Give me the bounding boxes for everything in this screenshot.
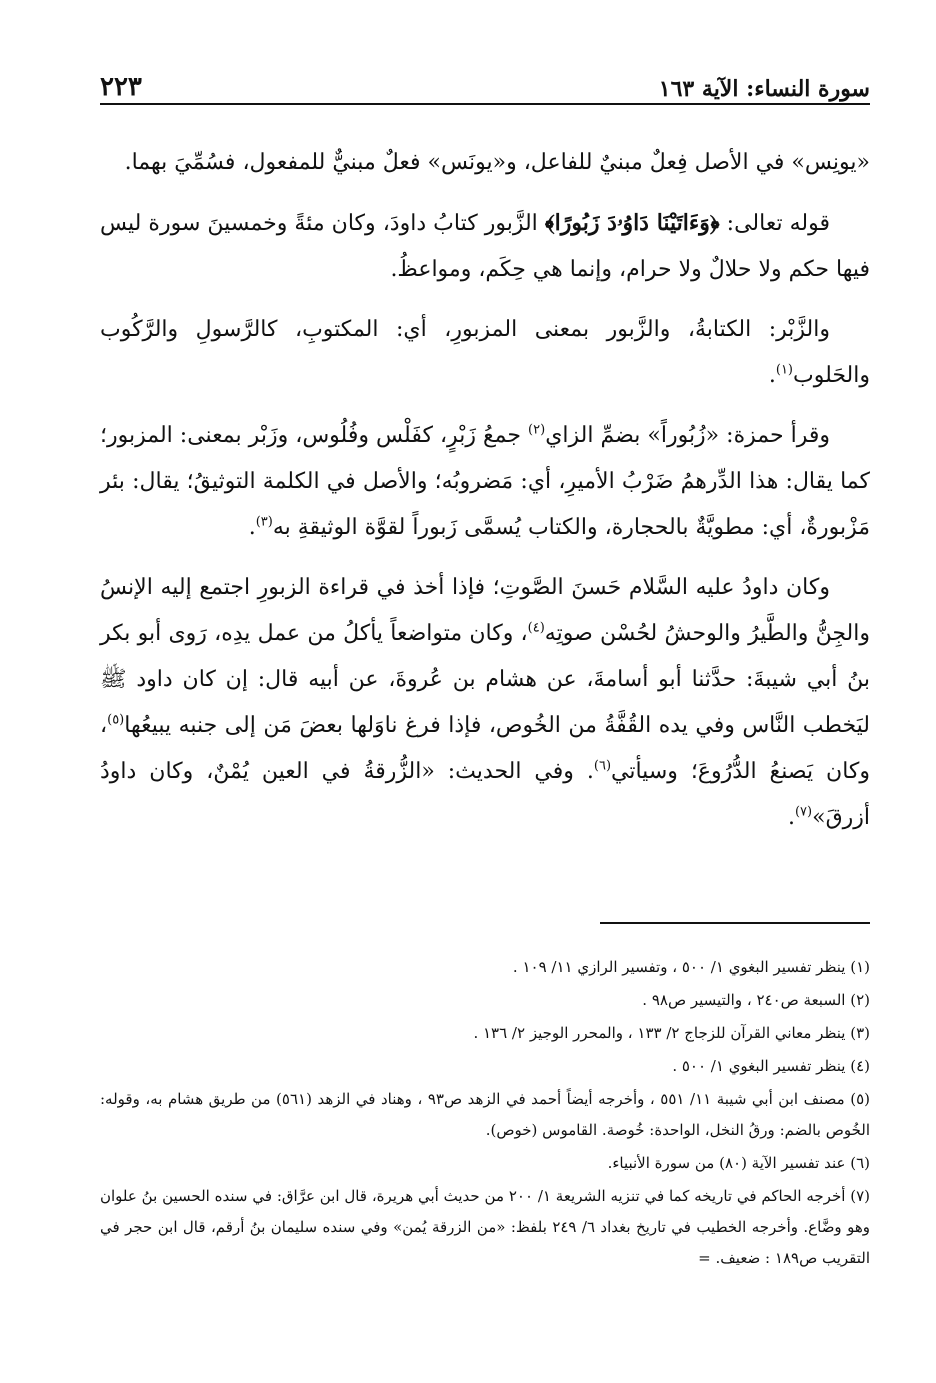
footnote-1: (١) ينظر تفسير البغوي ١/ ٥٠٠ ، وتفسير الرازي ١١/ ١٠٩ .: [512, 958, 870, 976]
footnote-ref-1[interactable]: (١): [775, 362, 793, 378]
main-text: [100, 140, 870, 855]
footnote-ref-3[interactable]: (٣): [255, 514, 273, 530]
footnote-4: (٤) ينظر تفسير البغوي ١/ ٥٠٠ .: [672, 1057, 870, 1075]
footnotes: [100, 952, 870, 1276]
footnote-2: (٢) السبعة ص٢٤٠ ، والتيسير ص٩٨ .: [642, 991, 870, 1009]
running-title: سورة النساء: الآية ١٦٣: [658, 76, 870, 102]
footnote-6: (٦) عند تفسير الآية (٨٠) من سورة الأنبياء.: [607, 1154, 870, 1172]
header-rule: [100, 103, 870, 105]
footnote-separator: [600, 922, 870, 924]
paragraph-4: وقرأ حمزة: «زُبُوراً» بضمِّ الزاي$^{(٢)}$ جمعُ زَبْرٍ، كفَلْس وفُلُوس، وزَبْر بمعنى: المزبور؛ كما يقال: هذا الدِّرهمُ ضَرْبُ الأميرِ، أي: مَضروبُه؛ والأصل في الكلمة التوثيقُ؛ يقال: بئر مَزْبورةٌ، أي: مطويَّةٌ بالحجارة، والكتاب يُسمَّى زَبوراً لقوَّة الوثيقةِ به$^{(٣)}$.: [100, 422, 870, 540]
page-header: [100, 62, 870, 102]
paragraph-3: والزَّبْر: الكتابةُ، والزَّبور بمعنى المزبورِ، أي: المكتوبِ، كالرَّسولِ والرَّكُوب والحَلوب$^{(١)}$.: [100, 317, 870, 388]
paragraph-5: وكان داودُ عليه السَّلام حَسنَ الصَّوتِ؛ فإذا أخذ في قراءة الزبورِ اجتمع إليه الإنسُ والجِنُّ والطَّيرُ والوحشُ لحُسْن صوتِه$^{(٤)}$، وكان متواضعاً يأكلُ من عمل يدِه، رَوى أبو بكر بنُ أبي شيبةَ: حدَّثنا أبو أسامةَ، عن هشام بن عُروةَ، عن أبيه قال: إن كان داود ﷺ ليَخطب النَّاس وفي يده القُفَّةُ من الخُوص، فإذا فرغ ناوَلها بعضَ مَن إلى جنبه يبيعُها$^{(٥)}$، وكان يَصنعُ الدُّرُوعَ؛ وسيأتي$^{(٦)}$. وفي الحديث: «الزُّرقةُ في العين يُمْنٌ، وكان داودُ أزرقَ»$^{(٧)}$.: [100, 575, 870, 830]
footnote-3: (٣) ينظر معاني القرآن للزجاج ٢/ ١٣٣ ، والمحرر الوجيز ٢/ ١٣٦ .: [473, 1024, 870, 1042]
footnote-ref-4[interactable]: (٤): [527, 620, 545, 636]
footnote-ref-6[interactable]: (٦): [593, 758, 612, 774]
page-number: ٢٢٣: [100, 72, 142, 102]
footnote-ref-5[interactable]: (٥): [107, 712, 125, 728]
footnote-ref-7[interactable]: (٧): [794, 804, 813, 820]
footnote-ref-2[interactable]: (٢): [528, 422, 546, 438]
paragraph-2: قوله تعالى: ﴿وَءَاتَيْنَا دَاوُۥدَ زَبُورًا﴾ الزَّبور كتابُ داودَ، وكان مئةً وخمسينَ سورة ليس فيها حكم ولا حلالٌ ولا حرام، وإنما هي حِكَم، ومواعظُ.: [100, 210, 870, 282]
quran-verse: ﴿وَءَاتَيْنَا دَاوُۥدَ زَبُورًا﴾: [544, 210, 720, 236]
footnote-5: (٥) مصنف ابن أبي شيبة ١١/ ٥٥١ ، وأخرجه أيضاً أحمد في الزهد ص٩٣ ، وهناد في الزهد (٥٦١) من طريق هشام به، وقوله: الخُوص بالضم: ورقُ النخل، الواحدة: خُوصة. القاموس (خوص).: [100, 1090, 870, 1139]
paragraph-1: «يونِس» في الأصل فِعلٌ مبنيٌ للفاعل، و«يونَس» فعلٌ مبنيٌّ للمفعول، فسُمِّيَ بهما.: [124, 150, 870, 175]
footnote-7: (٧) أخرجه الحاكم في تاريخه كما في تنزيه الشريعة ١/ ٢٠٠ من حديث أبي هريرة، قال ابن عرَّاق: في سنده الحسين بنُ علوان وهو وضَّاع. وأخرجه الخطيب في تاريخ بغداد ٦/ ٢٤٩ بلفظ: «من الزرقة يُمن» وفي سنده سليمان بنُ أرقم، قال ابن حجر في التقريب ص١٨٩ : ضعيف. =: [100, 1187, 871, 1267]
